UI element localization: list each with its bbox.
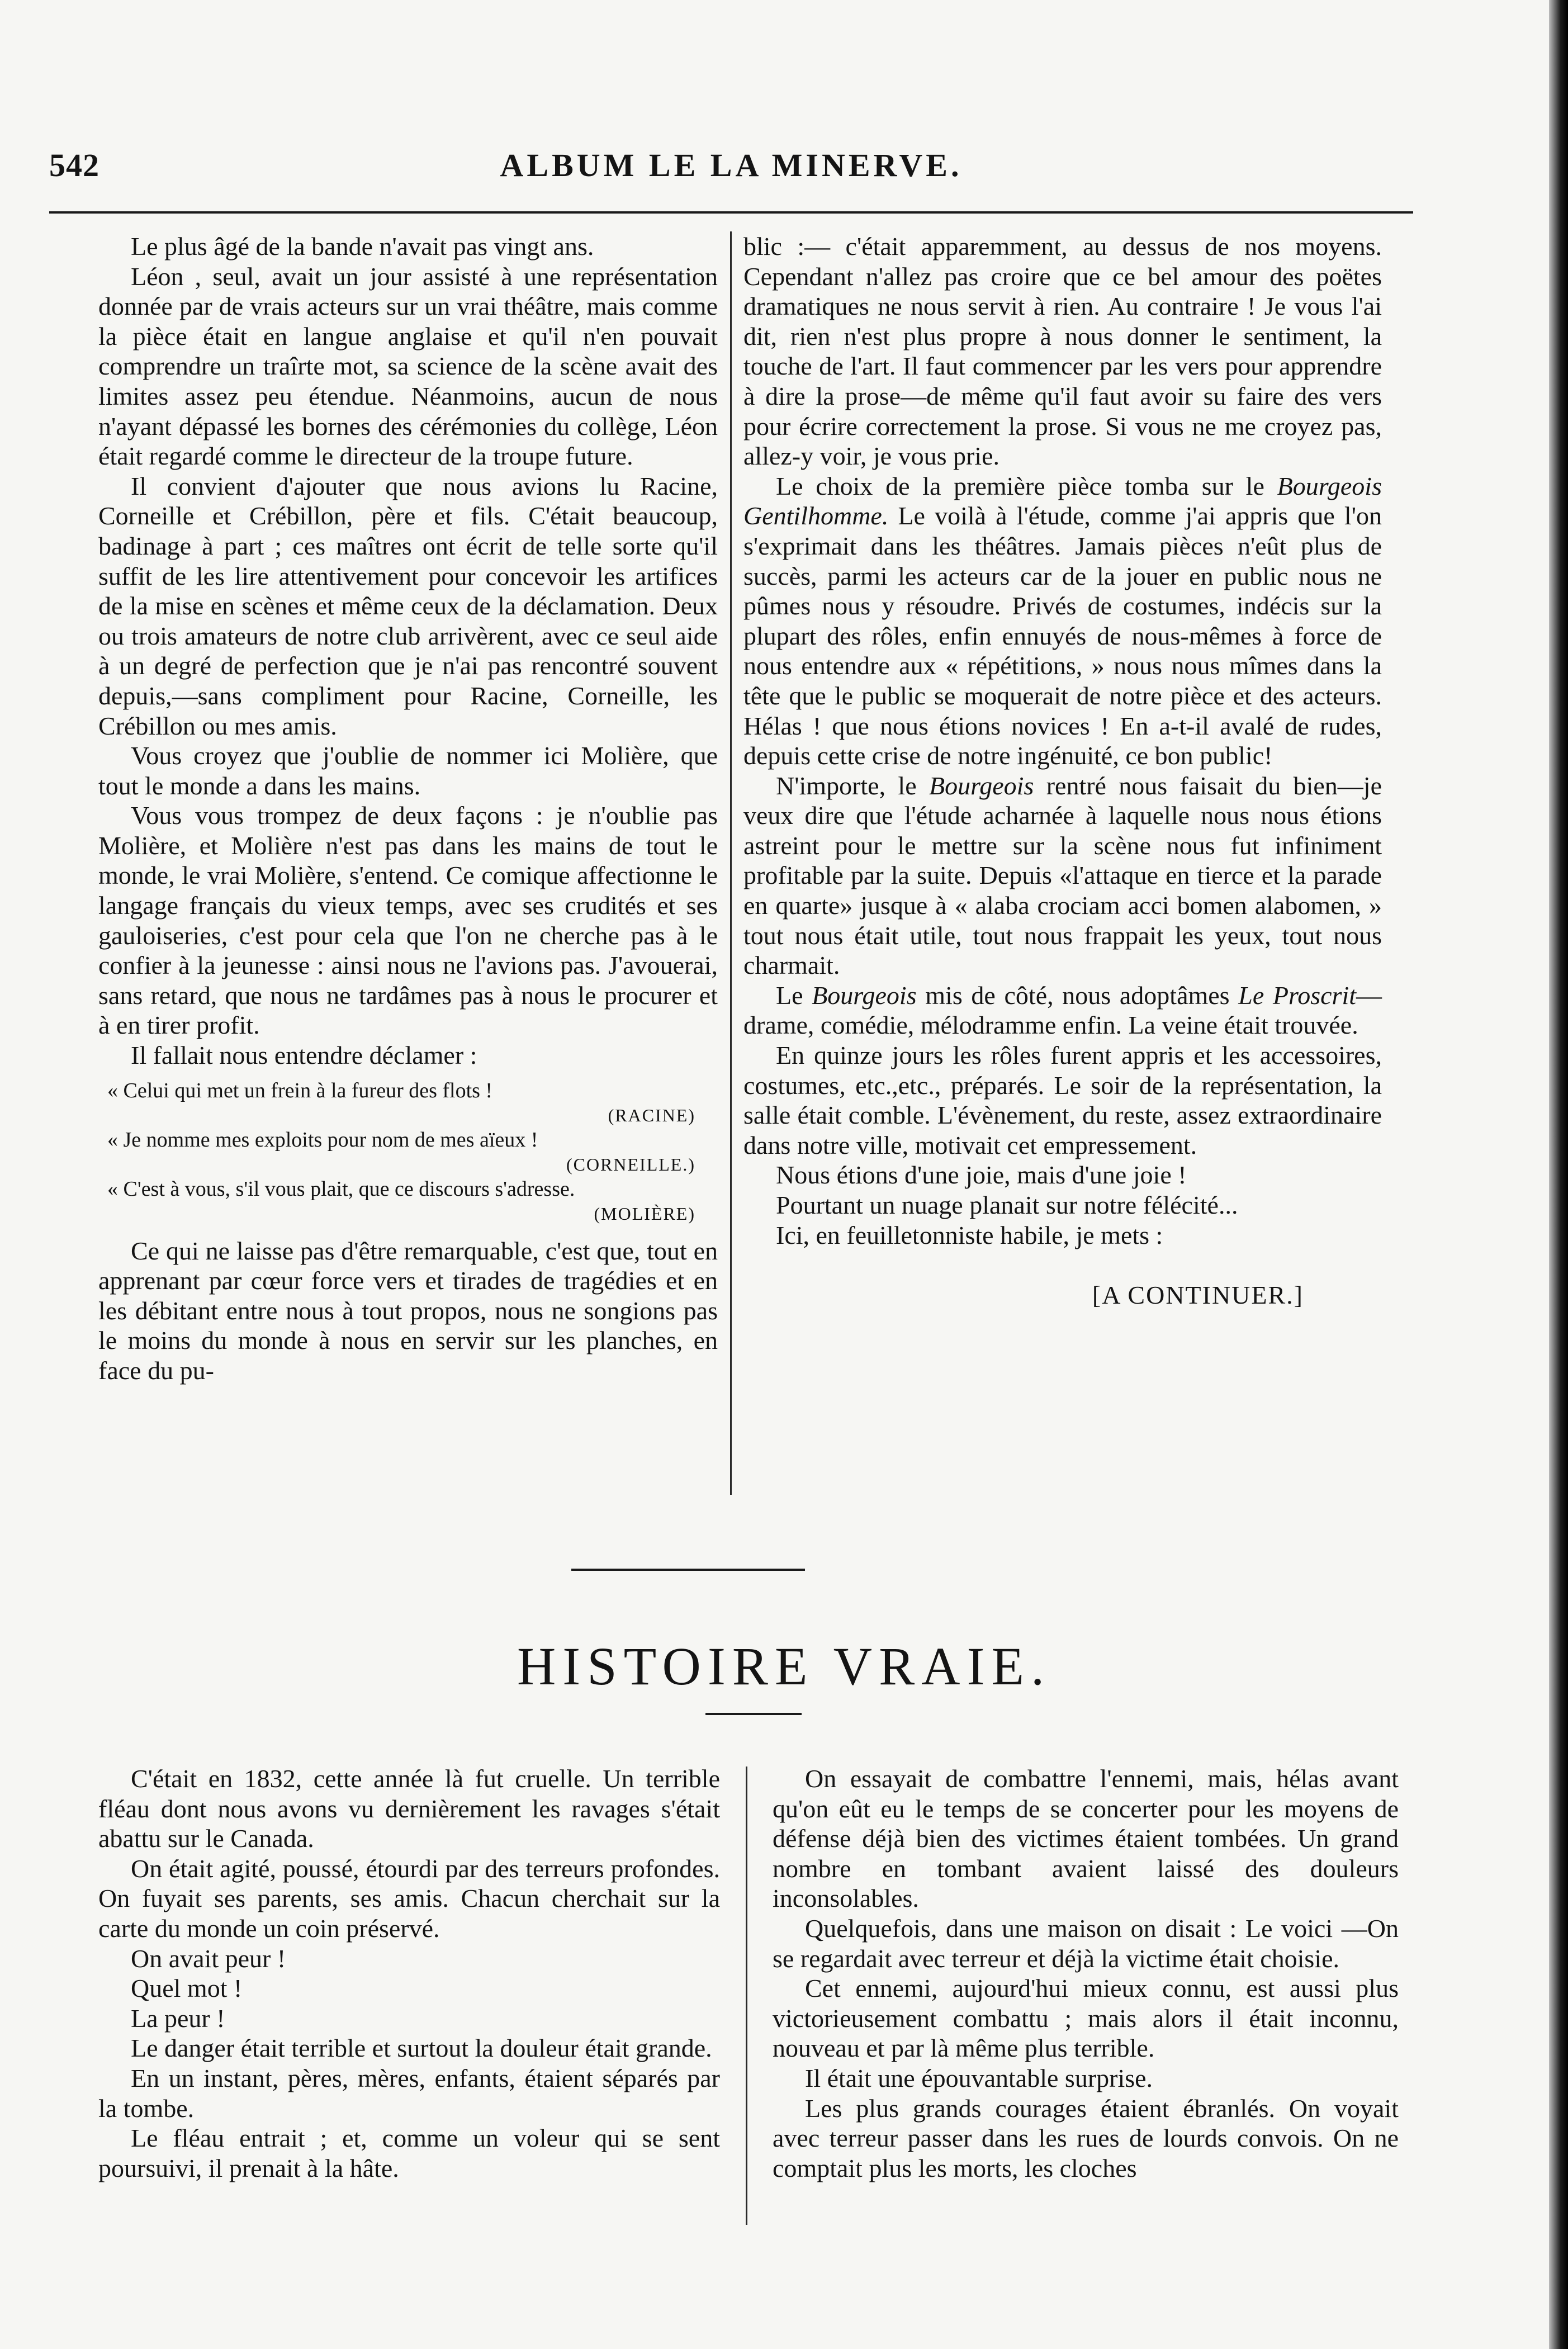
- paragraph: Les plus grands courages étaient ébranlés. On voyait avec terreur passer dans les rues de lourds convois. On ne comptait plus les morts, les cloches: [773, 2094, 1399, 2182]
- continuation-note: [A CONTINUER.]: [1092, 1281, 1304, 1310]
- paragraph: Vous vous trompez de deux façons : je n'oublie pas Molière, et Molière n'est pas dans les mains de tout le monde, le vrai Molière, s'entend. Ce comique affectionne le langage français du vieux temps, avec ses crudités et ses gauloiseries, c'est pour cela que l'on ne cherche pas à le confier à la jeunesse : ainsi nous ne l'avions pas. J'avouerai, sans retard, que nous ne tardâmes pas à nous le procurer et à en tirer profit.: [98, 801, 718, 1040]
- page-header: [49, 146, 1413, 191]
- text-run: —drame, comédie, mélodramme enfin. La veine était trouvée.: [743, 981, 1382, 1040]
- play-title: Le Proscrit: [1238, 981, 1357, 1010]
- paragraph: Léon , seul, avait un jour assisté à une représentation donnée par de vrais acteurs sur un vrai théâtre, mais comme la pièce était en langue anglaise et qu'il n'en pouvait comprendre un traîrte mot, sa science de la scène avait des limites assez peu étendue. Néanmoins, aucun de nous n'ayant dépassé les bornes des cérémonies du collège, Léon était regardé comme le directeur de la troupe future.: [98, 262, 718, 471]
- column-divider: [746, 1767, 747, 2225]
- verse-line: « Celui qui met un frein à la fureur des flots !: [107, 1078, 493, 1102]
- text-run: Le voilà à l'étude, comme j'ai appris que l'on s'exprimait dans les théâtres. Jamais pièces n'eût plus de succès, parmi les acteurs car de la jouer en public nous ne pûmes nous y résoudre. Privés de costumes, indécis sur la plupart des rôles, enfin ennuyés de nous-mêmes à force de nous entendre aux « répétitions, » nous nous mîmes dans la tête que le public se moquerait de notre pièce et des acteurs. Hélas ! que nous étions novices ! En a-t-il avalé de rudes, depuis cette crise de notre ingénuité, ce bon public!: [743, 501, 1382, 770]
- paragraph: La peur !: [131, 2004, 225, 2033]
- section-title: HISTOIRE VRAIE.: [517, 1636, 1051, 1696]
- paragraph: [743, 981, 1382, 1040]
- verse-source: (MOLIÈRE): [594, 1203, 695, 1224]
- paragraph: [743, 771, 1382, 981]
- paragraph: Il convient d'ajouter que nous avions lu Racine, Corneille et Crébillon, père et fils. C'était beaucoup, badinage à part ; ces maîtres ont écrit de telle sorte qu'il suffit de les lire attentivement pour concevoir les artifices de la mise en scènes et même ceux de la déclamation. Deux ou trois amateurs de notre club arrivèrent, avec ce seul aide à un degré de perfection que je n'ai pas rencontré souvent depuis,—sans compliment pour Racine, Corneille, les Crébillon ou mes amis.: [98, 471, 718, 740]
- title-underline: [705, 1713, 802, 1715]
- text-run: Le choix de la première pièce tomba sur le: [776, 471, 1277, 500]
- paragraph: Ce qui ne laisse pas d'être remarquable, c'est que, tout en apprenant par cœur force vers et tirades de tragédies et en les débitant entre nous à tout propos, nous ne songions pas le moins du monde à nous en servir sur les planches, en face du pu-: [98, 1236, 718, 1385]
- paragraph: Quelquefois, dans une maison on disait : Le voici —On se regardait avec terreur et déjà la victime était choisie.: [773, 1914, 1399, 1973]
- paragraph: Le fléau entrait ; et, comme un voleur qui se sent poursuivi, il prenait à la hâte.: [98, 2124, 720, 2182]
- paragraph: [743, 471, 1382, 771]
- article1-right-column: [743, 231, 1382, 1310]
- paragraph: On était agité, poussé, étourdi par des terreurs profondes. On fuyait ses parents, ses amis. Chacun cherchait sur la carte du monde un coin préservé.: [98, 1854, 720, 1943]
- text-run: mis de côté, nous adoptâmes: [916, 981, 1239, 1010]
- running-title: ALBUM LE LA MINERVE.: [500, 147, 963, 183]
- paragraph: blic :— c'était apparemment, au dessus de nos moyens. Cependant n'allez pas croire que ce bel amour des poëtes dramatiques ne nous servit à rien. Au contraire ! Je vous l'ai dit, rien n'est plus propre à nous donner le sentiment, la touche de l'art. Il faut commencer par les vers pour apprendre à dire la prose—de même qu'il faut avoir su faire des vers pour écrire correctement la prose. Si vous ne me croyez pas, allez-y voir, je vous prie.: [743, 232, 1382, 471]
- verse-source: (RACINE): [608, 1105, 695, 1125]
- paragraph: Pourtant un nuage planait sur notre félécité...: [776, 1191, 1238, 1219]
- text-run: rentré nous faisait du bien—je veux dire que l'étude acharnée à laquelle nous nous étions astreint pour le mettre sur la scène nous fut infiniment profitable par la suite. Depuis «l'attaque en tierce et la parade en quarte» jusque à « alaba crociam acci bomen alabomen, » tout nous était utile, tout nous frappait les yeux, tout nous charmait.: [743, 771, 1382, 980]
- play-title: Bourgeois: [929, 771, 1034, 800]
- text-run: N'importe, le: [776, 771, 929, 800]
- paragraph: Cet ennemi, aujourd'hui mieux connu, est aussi plus victorieusement combattu ; mais alors il était inconnu, nouveau et par là même plus terrible.: [773, 1974, 1399, 2063]
- column-divider: [730, 231, 732, 1495]
- paragraph: Le plus âgé de la bande n'avait pas vingt ans.: [131, 232, 594, 261]
- play-title: Bourgeois Gentilhomme.: [743, 471, 1382, 531]
- paragraph: Nous étions d'une joie, mais d'une joie !: [776, 1161, 1187, 1190]
- header-rule: [49, 211, 1413, 214]
- verse-quotes: [98, 1078, 718, 1226]
- paragraph: Il fallait nous entendre déclamer :: [131, 1041, 477, 1070]
- paragraph: Il était une épouvantable surprise.: [805, 2063, 1153, 2092]
- paragraph: Quel mot !: [131, 1974, 243, 2003]
- paragraph: On essayait de combattre l'ennemi, mais, hélas avant qu'on eût eu le temps de se concerter pour les moyens de défense déjà bien des victimes étaient tombées. Un grand nombre en tombant avaient laissé des douleurs inconsolables.: [773, 1764, 1399, 1913]
- paragraph: On avait peur !: [131, 1944, 286, 1973]
- page-number: 542: [49, 147, 100, 183]
- paragraph: C'était en 1832, cette année là fut cruelle. Un terrible fléau dont nous avons vu dernièrement les ravages s'était abattu sur le Canada.: [98, 1764, 720, 1853]
- paragraph: Le danger était terrible et surtout la douleur était grande.: [131, 2034, 712, 2063]
- play-title: Bourgeois: [812, 981, 917, 1010]
- paragraph: Vous croyez que j'oublie de nommer ici Molière, que tout le monde a dans les mains.: [98, 741, 718, 800]
- section-rule: [571, 1569, 805, 1571]
- verse-line: « C'est à vous, s'il vous plait, que ce discours s'adresse.: [107, 1177, 575, 1201]
- verse-line: « Je nomme mes exploits pour nom de mes aïeux !: [107, 1128, 538, 1152]
- article2-right-column: [773, 1764, 1399, 2183]
- text-run: Le: [776, 981, 812, 1010]
- paragraph: En quinze jours les rôles furent appris et les accessoires, costumes, etc.,etc., préparés. Le soir de la représentation, la salle était comble. L'évènement, du reste, assez extraordinaire dans notre ville, motivait cet empressement.: [743, 1041, 1382, 1159]
- verse-source: (CORNEILLE.): [566, 1154, 695, 1174]
- article1-left-column: [98, 231, 718, 1386]
- scan-edge: [1549, 0, 1568, 2349]
- paragraph: Ici, en feuilletonniste habile, je mets :: [776, 1220, 1163, 1249]
- paragraph: En un instant, pères, mères, enfants, étaient séparés par la tombe.: [98, 2063, 720, 2123]
- article2-left-column: [98, 1764, 720, 2183]
